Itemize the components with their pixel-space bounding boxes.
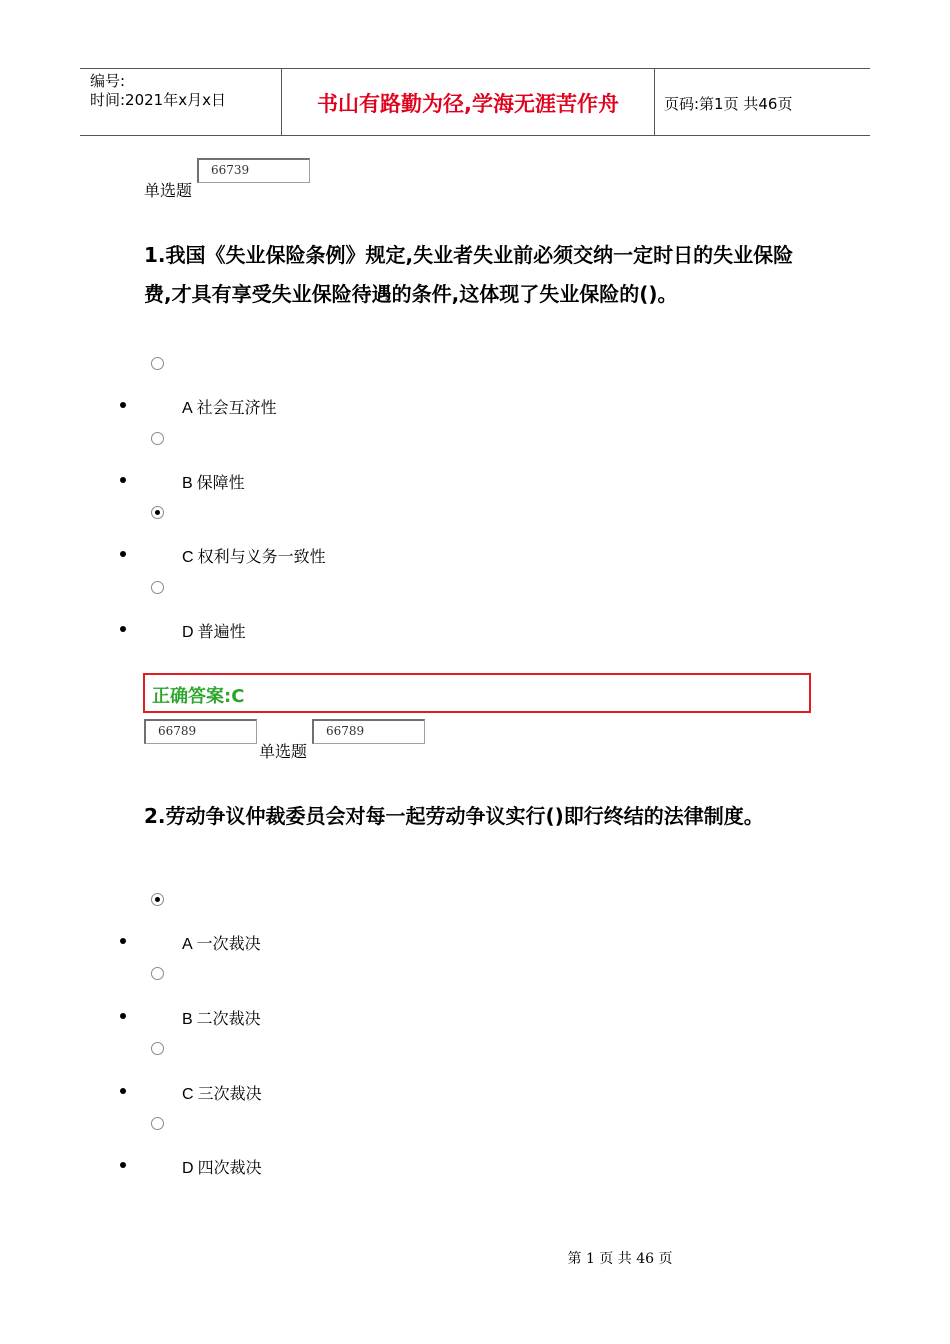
list-bullet	[120, 1013, 126, 1019]
page-footer	[0, 1248, 950, 1268]
option-label-b[interactable]: B 保障性	[182, 473, 245, 492]
question-id-box: 66789	[312, 719, 425, 744]
question-text: 1.我国《失业保险条例》规定,失业者失业前必须交纳一定时日的失业保险费,才具有享受失业保险待遇的条件,这体现了失业保险的()。	[144, 243, 794, 306]
number-label: 编号:	[90, 72, 126, 90]
header-bottom-border	[80, 135, 870, 136]
list-bullet	[120, 938, 126, 944]
option-radio-d[interactable]	[151, 581, 164, 594]
option-label-d[interactable]: D 四次裁决	[182, 1158, 262, 1177]
option-radio-d[interactable]	[151, 1117, 164, 1130]
correct-answer-box: 正确答案:C	[143, 673, 811, 713]
list-bullet	[120, 1088, 126, 1094]
list-bullet	[120, 477, 126, 483]
option-label-c[interactable]: C 权利与义务一致性	[182, 547, 326, 566]
option-radio-b[interactable]	[151, 432, 164, 445]
header-divider	[654, 68, 655, 136]
option-label-b[interactable]: B 二次裁决	[182, 1009, 261, 1028]
option-radio-b[interactable]	[151, 967, 164, 980]
option-label-c[interactable]: C 三次裁决	[182, 1084, 262, 1103]
question-type-label: 单选题	[144, 181, 193, 200]
question-text: 2.劳动争议仲裁委员会对每一起劳动争议实行()即行终结的法律制度。	[144, 804, 764, 828]
option-label-d[interactable]: D 普遍性	[182, 622, 246, 641]
option-radio-a[interactable]	[151, 357, 164, 370]
list-bullet	[120, 402, 126, 408]
question-id-box: 66789	[144, 719, 257, 744]
option-radio-a[interactable]	[151, 893, 164, 906]
option-radio-c[interactable]	[151, 506, 164, 519]
question-id-box: 66739	[197, 158, 310, 183]
option-label-a[interactable]: A 社会互济性	[182, 398, 277, 417]
header-top-border	[80, 68, 870, 69]
list-bullet	[120, 1162, 126, 1168]
motto-title: 书山有路勤为径,学海无涯苦作舟	[317, 92, 619, 116]
question-type-label: 单选题	[259, 742, 308, 761]
footer-page-text: 第 1 页 共 46 页	[567, 1251, 673, 1267]
time-label: 时间:2021年x月x日	[90, 91, 226, 109]
option-radio-c[interactable]	[151, 1042, 164, 1055]
list-bullet	[120, 551, 126, 557]
page-info: 页码:第1页 共46页	[664, 95, 793, 113]
option-label-a[interactable]: A 一次裁决	[182, 934, 261, 953]
list-bullet	[120, 626, 126, 632]
